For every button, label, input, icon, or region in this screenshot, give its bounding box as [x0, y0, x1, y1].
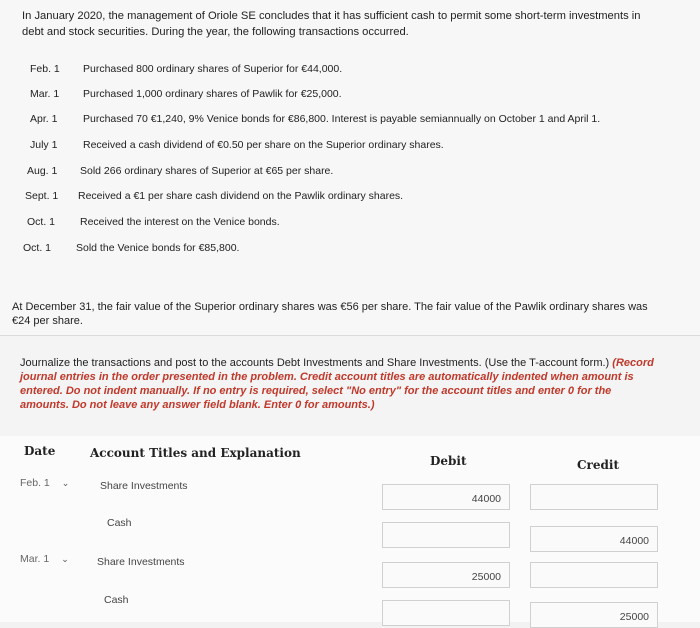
date-header: Date — [24, 444, 56, 458]
instructions-plain: Journalize the transactions and post to the accounts Debt Investments and Share Investments. (Use the T-account form.) — [20, 357, 613, 369]
instructions-emphasis: (Record journal entries in the order presented in the problem. Credit account titles are automatically indented when amount is entered. Do not indent manually. If no entry is required, select "No entry" for the account titles and enter 0 for the amounts. Do not leave any answer field blank. Enter 0 for amounts.) — [20, 357, 654, 411]
credit-input[interactable] — [530, 602, 658, 628]
credit-input[interactable] — [530, 526, 658, 552]
debit-input[interactable] — [382, 600, 510, 626]
chevron-down-icon: ⌄ — [61, 554, 69, 564]
debit-input[interactable] — [382, 522, 510, 548]
credit-input[interactable] — [530, 562, 658, 588]
debit-value: 44000 — [471, 493, 501, 505]
transaction-date: Feb. 1 — [30, 63, 60, 75]
transaction-date: Apr. 1 — [30, 113, 58, 125]
chevron-down-icon: ⌄ — [61, 478, 70, 488]
transaction-text: Sold 266 ordinary shares of Superior at €65 per share. — [80, 165, 334, 177]
instructions-panel — [0, 336, 700, 436]
account-title-field[interactable]: Share Investments — [100, 480, 188, 492]
debit-input[interactable] — [382, 562, 510, 588]
transaction-date: Oct. 1 — [27, 216, 56, 228]
transaction-date: Oct. 1 — [23, 242, 52, 254]
debit-header: Debit — [430, 454, 467, 468]
transaction-date: Sept. 1 — [25, 190, 59, 202]
account-title-field[interactable]: Cash — [107, 517, 132, 529]
transaction-date: Aug. 1 — [27, 165, 58, 177]
transaction-text: Received the interest on the Venice bonds. — [80, 216, 280, 228]
journal-entry-table — [0, 436, 700, 622]
date-select[interactable] — [20, 553, 69, 565]
date-select-value: Mar. 1 — [20, 553, 50, 565]
credit-value: 25000 — [619, 611, 649, 623]
fair-value-text: At December 31, the fair value of the Superior ordinary shares was €56 per share. The fair value of the Pawlik ordinary shares was €24 per share. — [12, 301, 648, 327]
intro-text: In January 2020, the management of Oriole SE concludes that it has sufficient cash to permit some short-term investments in debt and stock securities. During the year, the following transactions occurred. — [22, 10, 641, 38]
account-title-field[interactable]: Cash — [104, 594, 129, 606]
transaction-date: July 1 — [30, 139, 58, 151]
date-select-value: Feb. 1 — [20, 477, 50, 489]
account-title-field[interactable]: Share Investments — [97, 556, 185, 568]
transaction-text: Purchased 1,000 ordinary shares of Pawlik for €25,000. — [83, 88, 342, 100]
account-header: Account Titles and Explanation — [90, 446, 301, 460]
date-select[interactable] — [20, 477, 69, 489]
transaction-text: Received a €1 per share cash dividend on the Pawlik ordinary shares. — [78, 190, 404, 202]
credit-input[interactable] — [530, 484, 658, 510]
transaction-date: Mar. 1 — [30, 88, 60, 100]
transaction-text: Received a cash dividend of €0.50 per share on the Superior ordinary shares. — [83, 139, 444, 151]
instructions-text — [20, 356, 660, 412]
transaction-text: Purchased 70 €1,240, 9% Venice bonds for €86,800. Interest is payable semiannually on October 1 and April 1. — [83, 113, 601, 125]
debit-input[interactable] — [382, 484, 510, 510]
debit-value: 25000 — [471, 571, 501, 583]
credit-header: Credit — [577, 458, 619, 472]
credit-value: 44000 — [619, 535, 649, 547]
transaction-text: Sold the Venice bonds for €85,800. — [76, 242, 240, 254]
transaction-text: Purchased 800 ordinary shares of Superior for €44,000. — [83, 63, 343, 75]
